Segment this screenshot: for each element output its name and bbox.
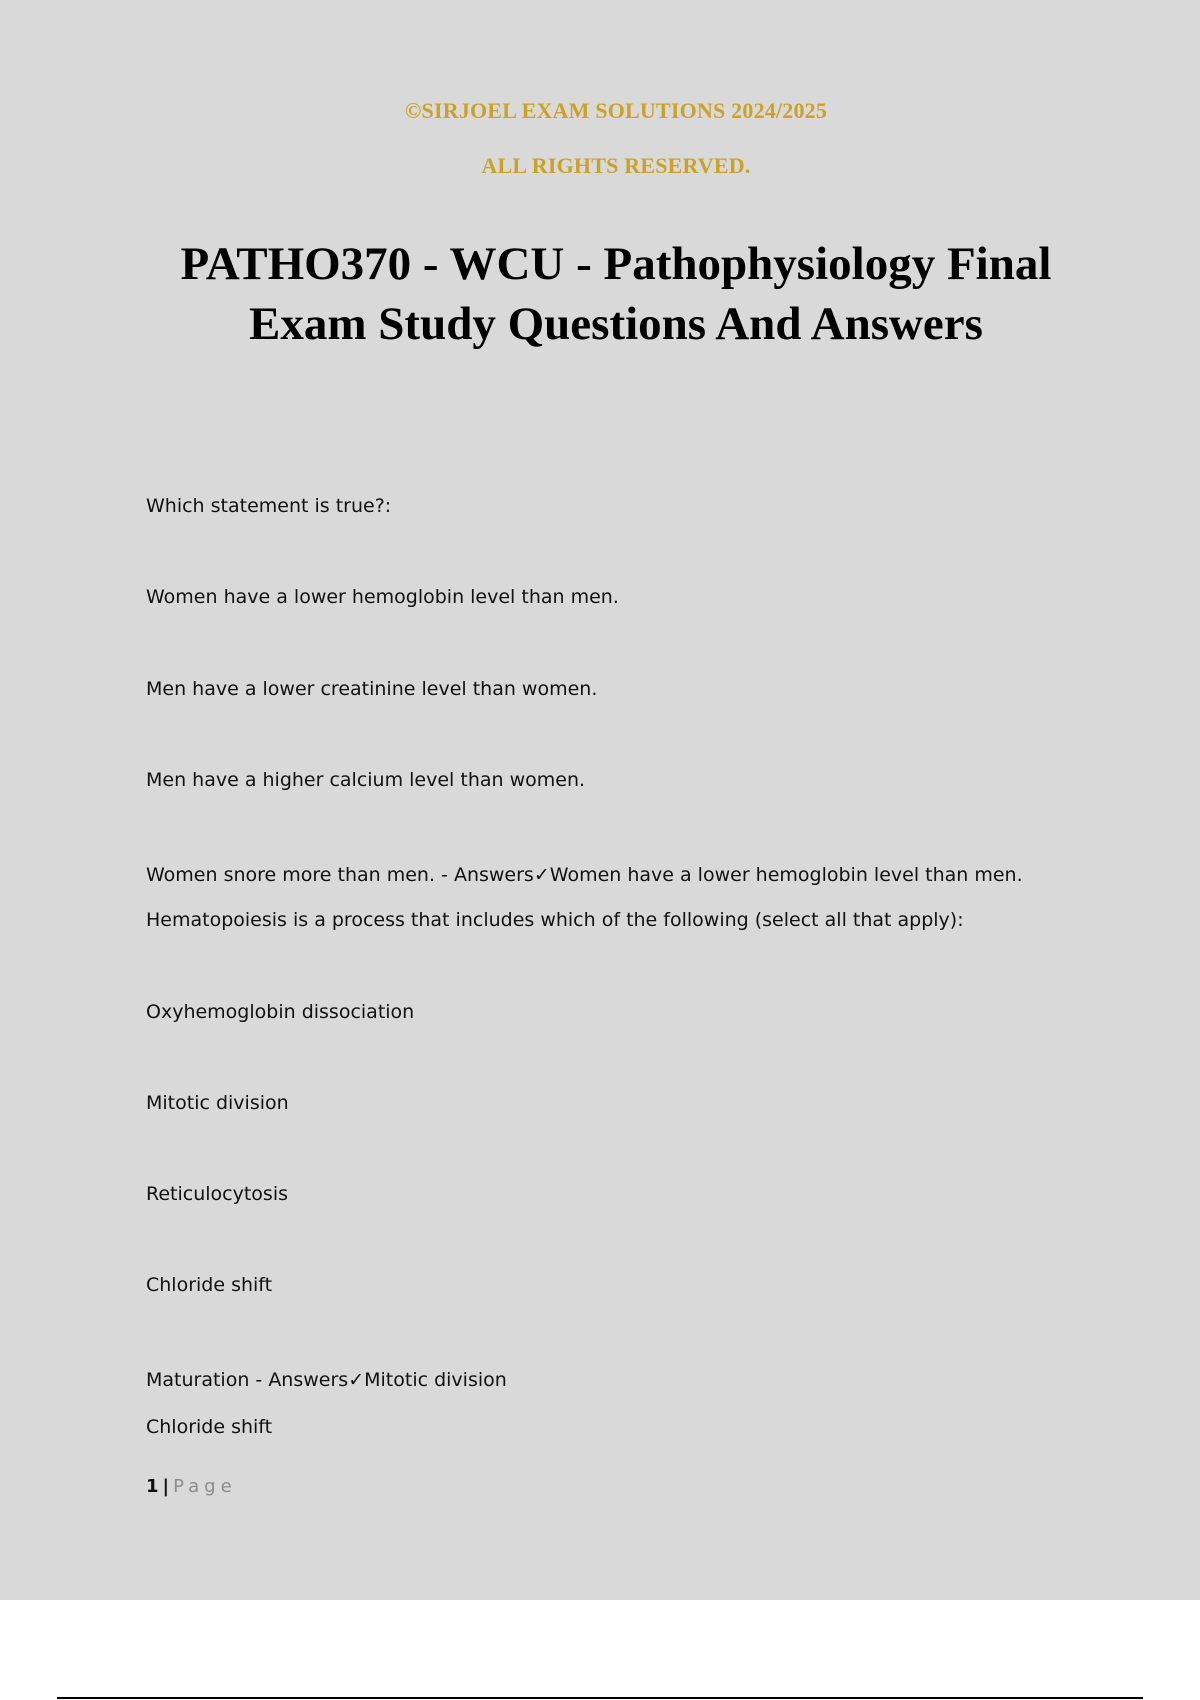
question-2-option-2: Mitotic division (146, 1092, 289, 1114)
page-number-footer (146, 1476, 237, 1497)
question-1-answer-line (146, 864, 1023, 886)
title-line-2: Exam Study Questions And Answers (249, 298, 983, 350)
question-2-prompt: Hematopoiesis is a process that includes which of the following (select all that apply): (146, 909, 964, 931)
checkmark-icon: ✓ (533, 864, 550, 886)
question-2-option-5: Maturation - Answers (146, 1369, 349, 1391)
copyright-header: ©SIRJOEL EXAM SOLUTIONS 2024/2025 (404, 98, 828, 123)
rights-reserved-header: ALL RIGHTS RESERVED. (481, 153, 751, 178)
page-separator: | (162, 1476, 170, 1497)
checkmark-icon: ✓ (348, 1369, 365, 1391)
question-2-answer-2: Chloride shift (146, 1416, 273, 1438)
page-divider (57, 1697, 1143, 1699)
question-1-option-1: Women have a lower hemoglobin level than men. (146, 586, 619, 608)
document-title (100, 234, 1132, 354)
question-1-prompt: Which statement is true?: (146, 495, 392, 517)
page-number: 1 (146, 1476, 159, 1497)
question-2-option-4: Chloride shift (146, 1274, 273, 1296)
page-label: Page (173, 1476, 237, 1497)
question-1-option-4: Women snore more than men. - Answers (146, 864, 534, 886)
question-2-option-3: Reticulocytosis (146, 1183, 288, 1205)
question-2-option-1: Oxyhemoglobin dissociation (146, 1001, 415, 1023)
question-1-answer: Women have a lower hemoglobin level than men. (549, 864, 1023, 886)
question-1-option-2: Men have a lower creatinine level than women. (146, 678, 598, 700)
title-line-1: PATHO370 - WCU - Pathophysiology Final (180, 238, 1052, 290)
question-1-option-3: Men have a higher calcium level than women. (146, 769, 586, 791)
question-2-answer-1: Mitotic division (364, 1369, 507, 1391)
question-2-answer-line (146, 1369, 507, 1391)
